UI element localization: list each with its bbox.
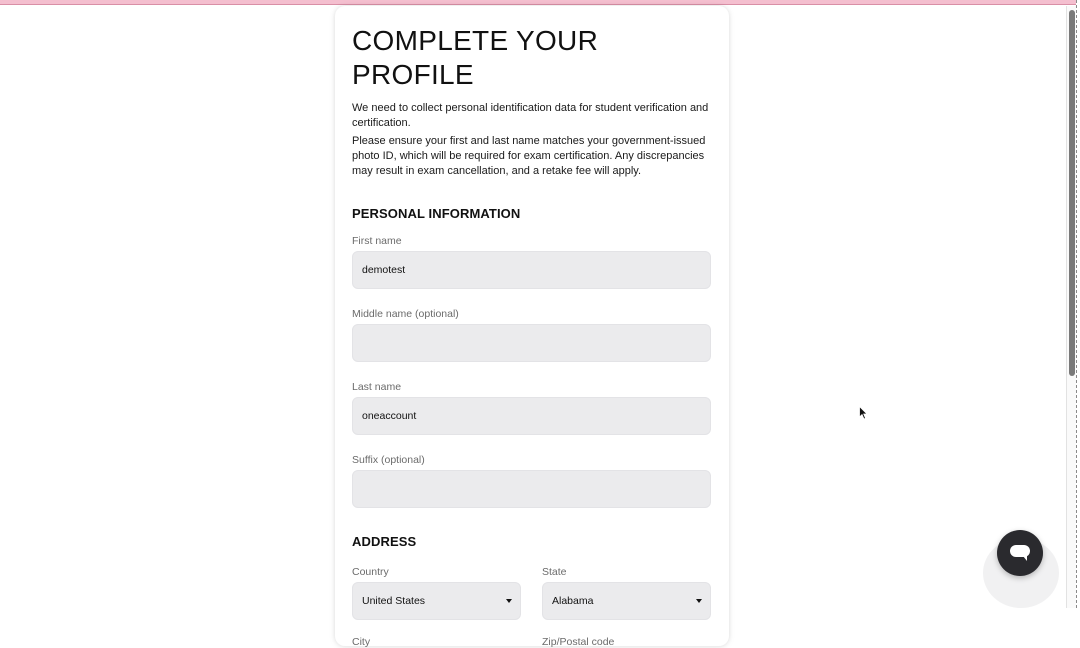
- profile-card: [335, 6, 729, 646]
- country-label: Country: [352, 566, 389, 578]
- intro-paragraph-1: We need to collect personal identification data for student verification and certification.: [352, 102, 709, 129]
- first-name-field: [352, 235, 711, 289]
- page-scrollbar[interactable]: [1066, 6, 1076, 608]
- top-strip: [0, 0, 1076, 5]
- state-select[interactable]: [542, 582, 711, 620]
- viewport-edge-guide: [1076, 0, 1077, 608]
- suffix-field: [352, 454, 711, 508]
- first-name-input[interactable]: [352, 251, 711, 289]
- suffix-input[interactable]: [352, 470, 711, 508]
- country-state-row: [352, 566, 711, 620]
- chat-widget-button[interactable]: [997, 530, 1043, 576]
- personal-information-heading: PERSONAL INFORMATION: [352, 206, 521, 221]
- first-name-label: First name: [352, 235, 402, 247]
- middle-name-field: [352, 308, 711, 362]
- country-field: [352, 566, 521, 620]
- country-value: United States: [362, 595, 426, 607]
- last-name-field: [352, 381, 711, 435]
- zip-field: [542, 636, 711, 648]
- city-field: [352, 636, 521, 648]
- chat-bubble-icon: [1009, 543, 1031, 563]
- last-name-label: Last name: [352, 381, 402, 393]
- scrollbar-thumb[interactable]: [1069, 10, 1075, 376]
- page-title: COMPLETE YOUR PROFILE: [352, 25, 599, 90]
- last-name-input[interactable]: [352, 397, 711, 435]
- intro-paragraph-2: Please ensure your first and last name matches your government-issued photo ID, which will be required for exam certification. Any discrepancies may result in exam cancellation, and a retake fee will apply.: [352, 135, 706, 177]
- state-value: Alabama: [552, 595, 594, 607]
- suffix-label: Suffix (optional): [352, 454, 425, 466]
- city-label: City: [352, 636, 371, 648]
- zip-label: Zip/Postal code: [542, 636, 615, 648]
- middle-name-label: Middle name (optional): [352, 308, 459, 320]
- caret-down-icon: [696, 599, 702, 603]
- city-zip-row: [352, 636, 711, 648]
- caret-down-icon: [506, 599, 512, 603]
- middle-name-input[interactable]: [352, 324, 711, 362]
- address-heading: ADDRESS: [352, 534, 417, 549]
- state-field: [542, 566, 711, 620]
- country-select[interactable]: [352, 582, 521, 620]
- mouse-cursor-icon: [859, 406, 869, 420]
- state-label: State: [542, 566, 567, 578]
- intro-text: [352, 101, 711, 179]
